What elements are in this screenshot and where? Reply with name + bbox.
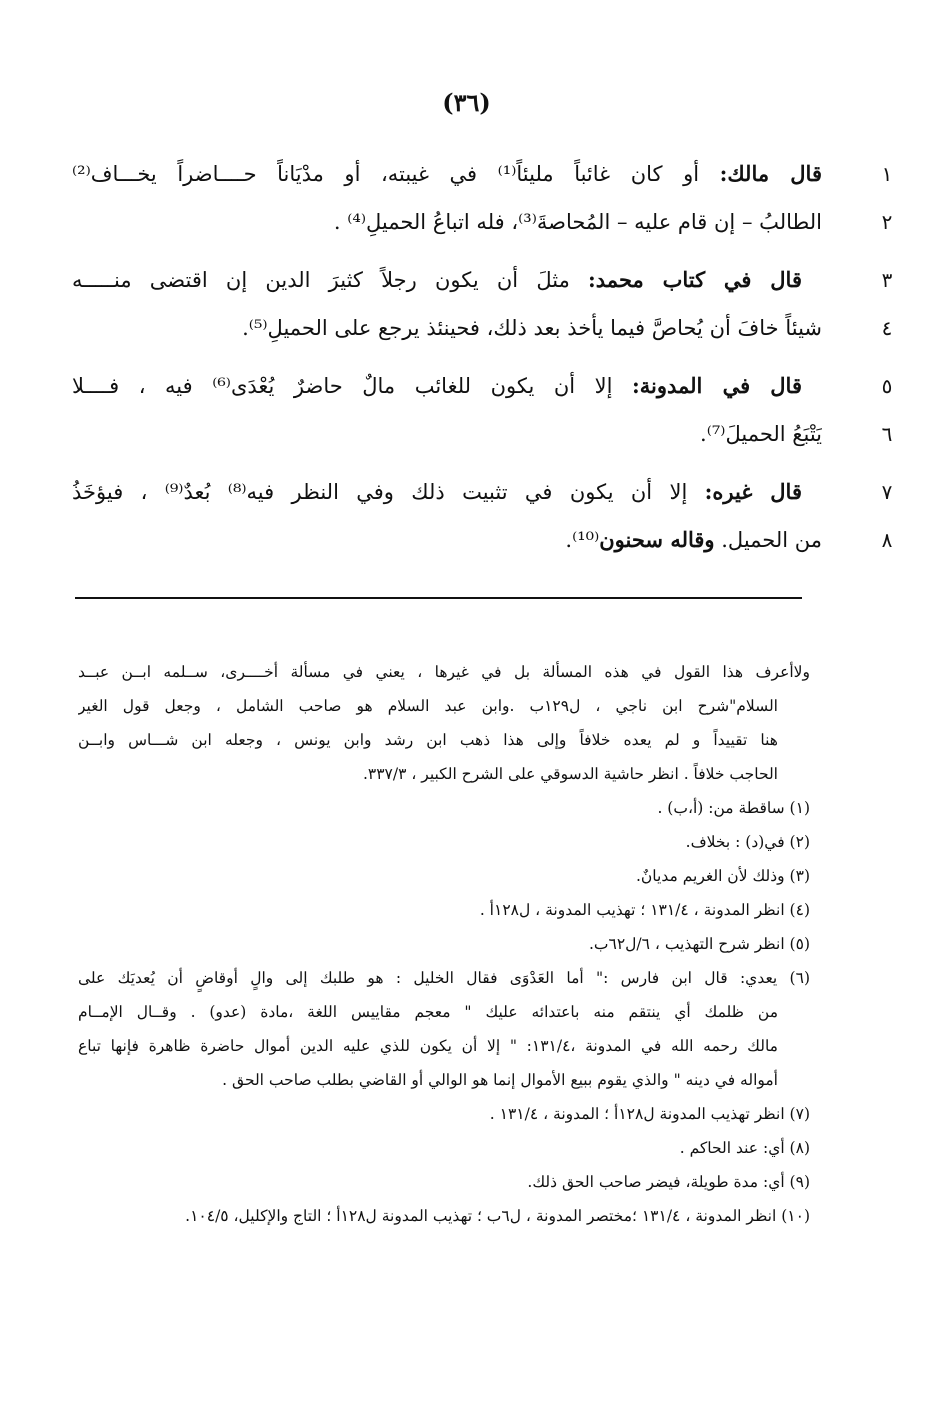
speaker-label: قال في كتاب محمد: [588, 267, 802, 292]
speaker-label: قال غيره: [704, 479, 802, 504]
line-content [72, 516, 822, 564]
footnote-line: الحاجب خلافاً . انظر حاشية الدسوقي على الشرح الكبير ، ٣٣٧/٣. [362, 765, 778, 783]
text-line-8 [72, 516, 893, 564]
line-content [72, 362, 802, 410]
line-number: ٧ [881, 480, 893, 504]
speaker-label: وقاله سحنون [599, 527, 715, 552]
footnote-line: (٣) وذلك لأن الغريم مديانٌ. [635, 867, 810, 885]
line-body: مثلَ أن يكون رجلاً كثيرَ الدين إن اقتضى منـــــه [72, 268, 589, 292]
line-number: ٣ [881, 268, 893, 292]
text-line-6 [72, 410, 893, 458]
line-content [72, 256, 802, 304]
line-body: أو كان غائباً مليئاً⁽¹⁾ في غيبته، أو مدْيَاناً حــــاضراً يخـــاف⁽²⁾ [72, 162, 720, 186]
line-number: ٦ [881, 422, 893, 446]
text-line-5 [72, 362, 893, 410]
text-line-1 [72, 150, 893, 198]
line-number: ١ [881, 162, 893, 186]
footnote-line: (٢) في(د) : بخلاف. [685, 833, 810, 851]
speaker-label: قال في المدونة: [632, 373, 802, 398]
footnote-line: أمواله في دينه " والذي يقوم ببيع الأموال إنما هو الوالي أو القاضي بطلب صاحب الحق . [222, 1071, 778, 1089]
line-body: إلا أن يكون للغائب مالٌ حاضرٌ يُعْدَى⁽⁶⁾ فيه ، فــــلا [72, 374, 632, 398]
speaker-label: قال مالك: [719, 161, 822, 186]
text-line-4 [72, 304, 893, 352]
text-line-2 [72, 198, 893, 246]
line-content [72, 468, 802, 516]
main-text [72, 150, 893, 564]
line-number: ٢ [881, 210, 893, 234]
footnote-line: من ظلمك أي ينتقم منه باعتدائه عليك " معجم مقاييس اللغة ،مادة (عدو) . وقــال الإمــام [78, 1003, 779, 1021]
footnote-line: (٩) أي: مدة طويلة، فيضر صاحب الحق ذلك. [527, 1173, 810, 1191]
footnote-line: (٨) أي: عند الحاكم . [679, 1139, 810, 1157]
footnote-line: (١٠) انظر المدونة ، ١٣١/٤ ؛مختصر المدونة ، ل٦ب ؛ تهذيب المدونة ل١٢٨أ ؛ التاج والإكليل، ١٠٤/٥. [185, 1207, 810, 1225]
footnote-line: (٤) انظر المدونة ، ١٣١/٤ ؛ تهذيب المدونة ، ل١٢٨أ . [479, 901, 810, 919]
text-line-7 [72, 468, 893, 516]
line-body-end: ⁽¹⁰⁾. [565, 528, 600, 552]
text-line-3 [72, 256, 893, 304]
line-number: ٤ [881, 316, 893, 340]
footnote-line: (٧) انظر تهذيب المدونة ل١٢٨أ ؛ المدونة ، ١٣١/٤ . [489, 1105, 810, 1123]
line-content [72, 410, 822, 458]
footnote-line: ولاأعرف هذا القول في هذه المسألة بل في غيرها ، يعني في مسألة أخــــرى، ســلمه ابــن عبــد [78, 663, 810, 681]
footnote-line: (١) ساقطة من: (أ،ب) . [657, 799, 810, 817]
footnote-line: مالك رحمه الله في المدونة ،١٣١/٤: " إلا أن يكون للذي عليه الدين أموال حاضرة ظاهرة فإنها تباع [78, 1037, 778, 1055]
page-number: (٣٦) [442, 88, 491, 117]
line-body: إلا أن يكون في تثبيت ذلك وفي النظر فيه⁽⁸⁾ بُعدٌ⁽⁹⁾ ، فيؤخَذُ [72, 480, 705, 504]
footnote-line: (٥) انظر شرح التهذيب ، ٦/ل٦٢ب. [588, 935, 810, 953]
line-content [72, 150, 822, 198]
line-content [72, 198, 822, 246]
footnotes [78, 655, 810, 1235]
footnote-line: (٦) يعدي: قال ابن فارس :" أما العَدْوَى فقال الخليل : هو طلبك إلى والٍ أوقاضٍ أن يُعديَك على [78, 969, 810, 987]
footnote-divider [75, 597, 802, 599]
line-body: يَتْبَعُ الحميلَ⁽⁷⁾. [700, 422, 822, 446]
line-number: ٥ [881, 374, 893, 398]
line-body: شيئاً خافَ أن يُحاصَّ فيما يأخذ بعد ذلك، فحينئذ يرجع على الحميلِ⁽⁵⁾. [242, 316, 822, 340]
line-body: من الحميل. [714, 528, 822, 552]
line-content [72, 304, 822, 352]
footnote-line: السلام"شرح ابن ناجي ، ل١٢٩ب .وابن عبد السلام هو صاحب الشامل ، وجعل قول الغير [78, 697, 778, 715]
line-number: ٨ [881, 528, 893, 552]
footnote-line: هنا تقييداً و لم يعده خلافاً وإلى هذا ذهب ابن رشد وابن يونس ، وجعله ابن شـــاس وابــن [78, 731, 778, 749]
line-body: الطالبُ – إن قام عليه – المُحاصةَ⁽³⁾، فله اتباعُ الحميلِ⁽⁴⁾ . [333, 210, 822, 234]
